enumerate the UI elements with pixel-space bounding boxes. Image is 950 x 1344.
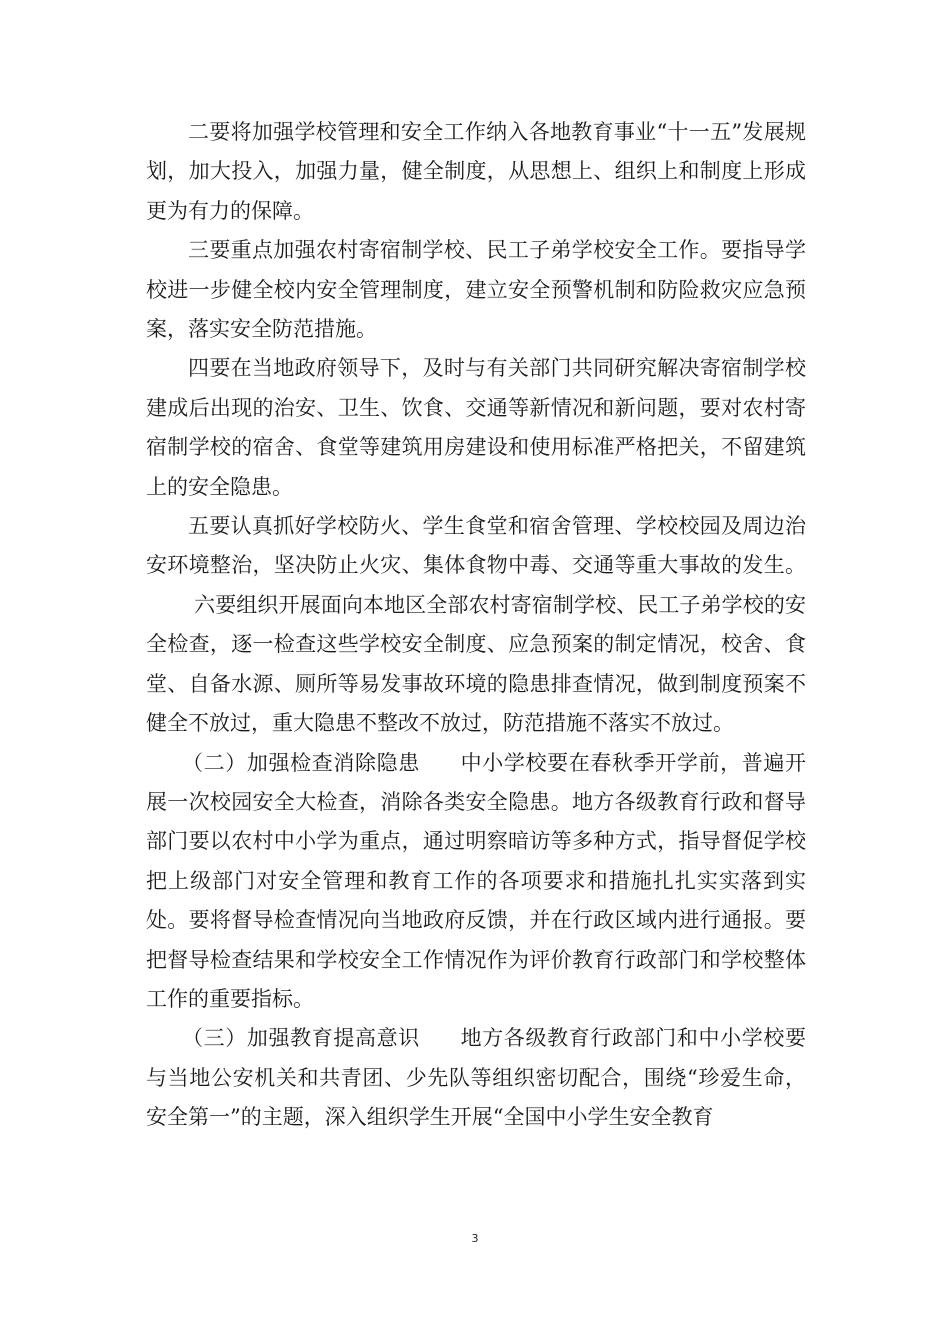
paragraph-6-text: 六要组织开展面向本地区全部农村寄宿制学校、民工子弟学校的安全检查，逐一检查这些学校安全制度、应急预案的制定情况，校舍、食堂、自备水源、厕所等易发事故环境的隐患排查情况，做到制度预案不健全不放过，重大隐患不整改不放过，防范措施不落实不放过。	[146, 592, 806, 736]
paragraph-5-text: 五要认真抓好学校防火、学生食堂和宿舍管理、学校校园及周边治安环境整治，坚决防止火灾、集体食物中毒、交通等重大事故的发生。	[146, 514, 806, 578]
section-2-body: 中小学校要在春秋季开学前，普遍开展一次校园安全大检查，消除各类安全隐患。地方各级教育行政和督导部门要以农村中小学为重点，通过明察暗访等多种方式，指导督促学校把上级部门对安全管理和教育工作的各项要求和措施扎扎实实落到实处。要将督导检查情况向当地政府反馈，并在行政区域内进行通报。要把督导检查结果和学校安全工作情况作为评价教育行政部门和学校整体工作的重要指标。	[146, 750, 807, 1011]
paragraph-5-6	[146, 507, 806, 743]
section-3	[146, 1019, 806, 1137]
section-2	[146, 744, 806, 1020]
section-3-body: 地方各级教育行政部门和中小学校要与当地公安机关和共青团、少先队等组织密切配合，围绕“珍爱生命，安全第一”的主题，深入组织学生开展“全国中小学生安全教育	[146, 1026, 807, 1130]
section-3-heading: （三）加强教育提高意识	[182, 1026, 420, 1051]
page-number: 3	[471, 1232, 479, 1245]
paragraph-2: 二要将加强学校管理和安全工作纳入各地教育事业“十一五”发展规划，加大投入，加强力量，健全制度，从思想上、组织上和制度上形成更为有力的保障。	[146, 120, 806, 223]
document-body	[146, 113, 806, 1138]
section-2-heading: （二）加强检查消除隐患	[182, 750, 420, 775]
paragraph-4: 四要在当地政府领导下，及时与有关部门共同研究解决寄宿制学校建成后出现的治安、卫生、饮食、交通等新情况和新问题，要对农村寄宿制学校的宿舍、食堂等建筑用房建设和使用标准严格把关，不留建筑上的安全隐患。	[146, 356, 806, 499]
paragraph-3: 三要重点加强农村寄宿制学校、民工子弟学校安全工作。要指导学校进一步健全校内安全管理制度，建立安全预警机制和防险救灾应急预案，落实安全防范措施。	[146, 238, 806, 342]
